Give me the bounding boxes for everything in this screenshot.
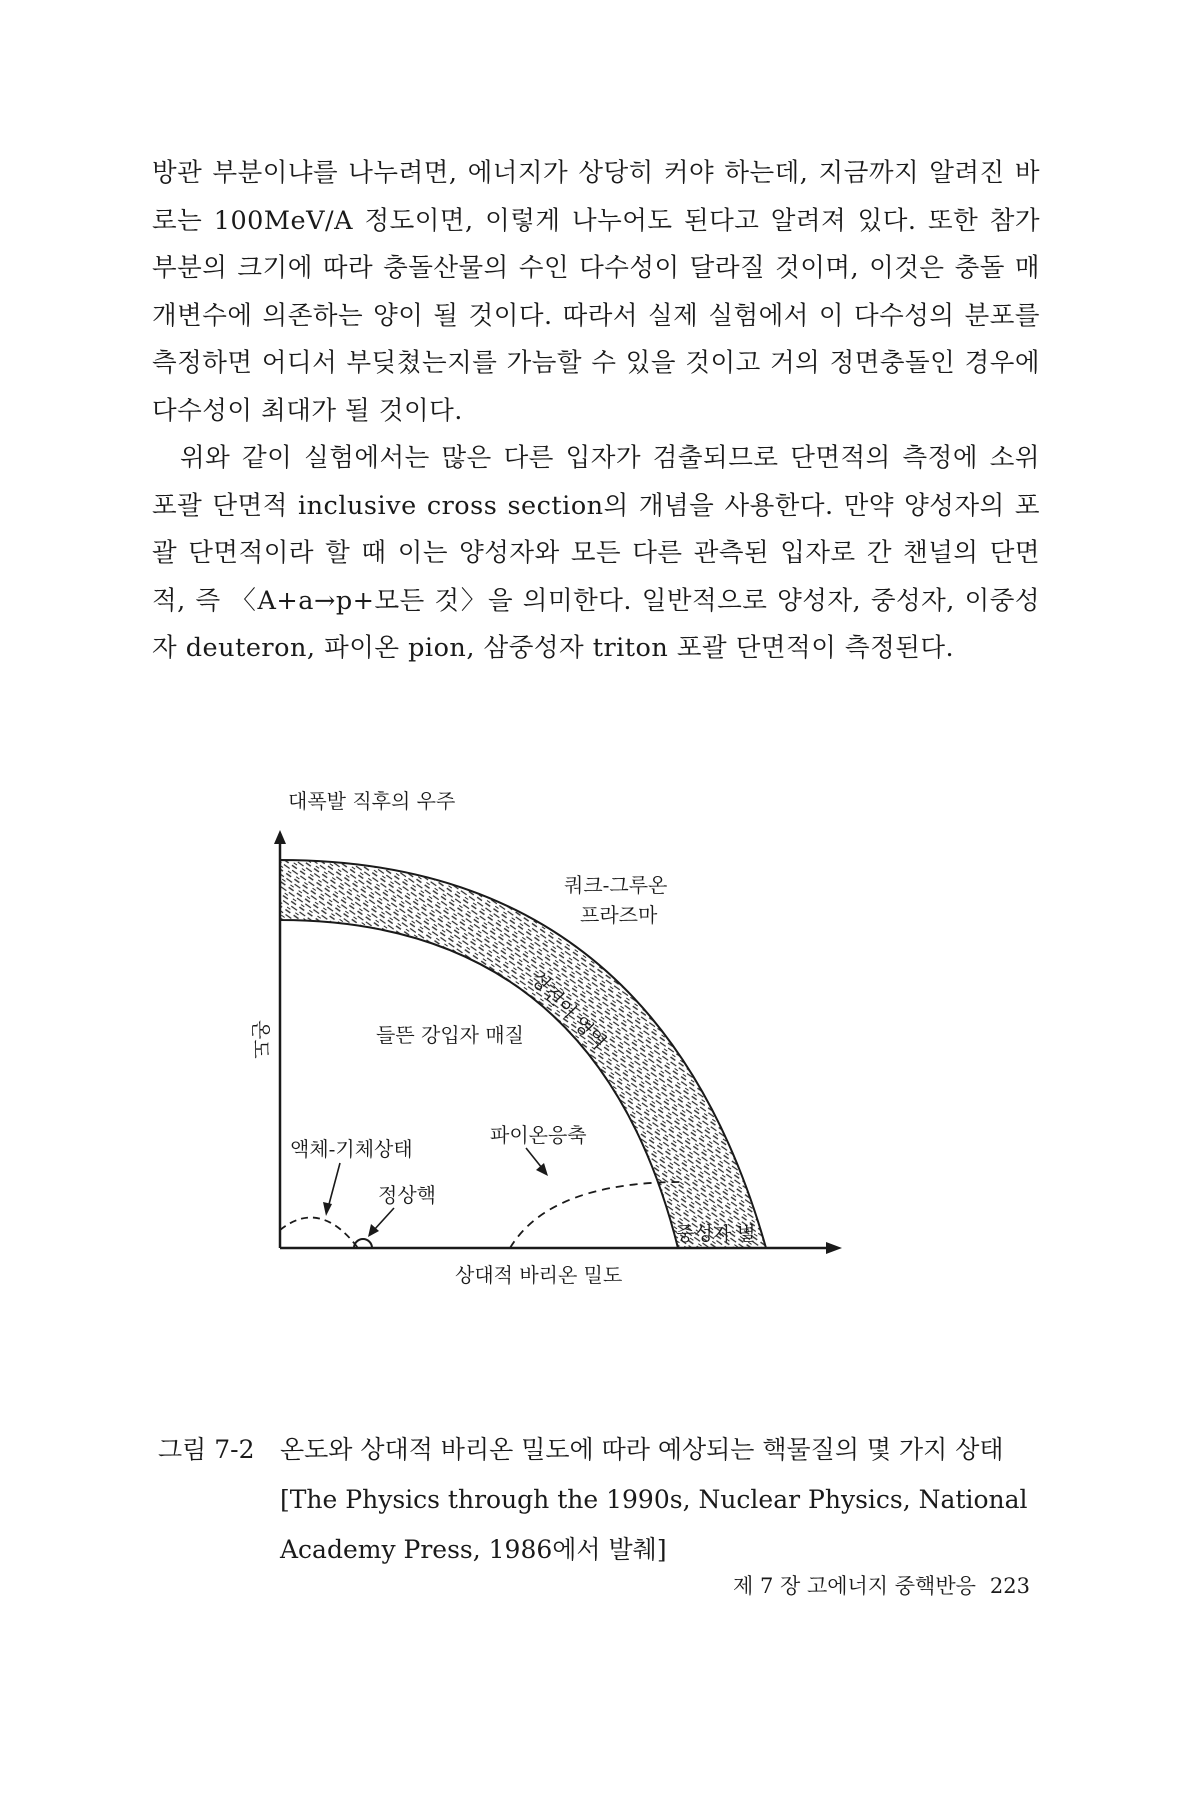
caption-text: 온도와 상대적 바리온 밀도에 따라 예상되는 핵물질의 몇 가지 상태 [The Physics through the 1990s, Nuclear Physics, National Academy Press, 1986에서 발췌] [280, 1435, 1028, 1564]
phase-transition-band [280, 860, 766, 1248]
caption-label: 그림 7-2 [158, 1435, 255, 1464]
qgp-label-line1: 쿼크-그루온 [564, 873, 668, 897]
x-axis-arrow [826, 1242, 842, 1254]
pion-condensate-boundary [510, 1182, 682, 1248]
pion-condensate-pointer-head [536, 1163, 548, 1176]
page-number: 223 [989, 1574, 1030, 1598]
liquid-gas-pointer [328, 1163, 340, 1208]
pion-condensate-pointer [526, 1148, 542, 1168]
page-footer [700, 1570, 1030, 1600]
normal-nuclei-label: 정상핵 [378, 1183, 436, 1207]
x-axis-label: 상대적 바리온 밀도 [455, 1263, 623, 1287]
paragraph-2: 위와 같이 실험에서는 많은 다른 입자가 검출되므로 단면적의 측정에 소위 포괄 단면적 inclusive cross section의 개념을 사용한다. 만약 양성자의 포괄 단면적이라 할 때 이는 양성자와 모든 다른 관측된 입자로 간 챈널의 단면적, 즉 〈A+a→p+모든 것〉을 의미한다. 일반적으로 양성자, 중성자, 이중성자 deuteron, 파이온 pion, 삼중성자 triton 포괄 단면적이 측정된다. [152, 443, 1040, 663]
liquid-gas-pointer-head [323, 1202, 332, 1216]
pion-condensate-label: 파이온응축 [490, 1123, 587, 1147]
phase-diagram-figure [249, 789, 980, 1420]
body-text [152, 150, 1040, 673]
y-axis-arrow [274, 830, 286, 844]
chapter-title: 제 7 장 고에너지 중핵반응 [732, 1574, 976, 1598]
transition-band-label: 상전이 영역 [526, 968, 611, 1054]
liquid-gas-boundary [280, 1218, 358, 1248]
hot-hadron-label: 들뜬 강입자 매질 [376, 1023, 524, 1047]
paragraph-1: 방관 부분이냐를 나누려면, 에너지가 상당히 커야 하는데, 지금까지 알려진 바로는 100MeV/A 정도이면, 이렇게 나누어도 된다고 알려져 있다. 또한 참가 부분의 크기에 따라 충돌산물의 수인 다수성이 달라질 것이며, 이것은 충돌 매개변수에 의존하는 양이 될 것이다. 따라서 실제 실험에서 이 다수성의 분포를 측정하면 어디서 부딪쳤는지를 가늠할 수 있을 것이고 거의 정면충돌인 경우에 다수성이 최대가 될 것이다. [152, 158, 1040, 426]
y-axis-label: 온도 [249, 1020, 273, 1059]
neutron-star-label: 중성자 별 [676, 1223, 756, 1245]
normal-nuclei-pointer [374, 1208, 394, 1230]
qgp-label-line2: 프라즈마 [580, 903, 658, 927]
phase-diagram [249, 789, 980, 1420]
y-axis-title: 대폭발 직후의 우주 [288, 789, 456, 813]
liquid-gas-label: 액체-기체상태 [290, 1137, 413, 1161]
